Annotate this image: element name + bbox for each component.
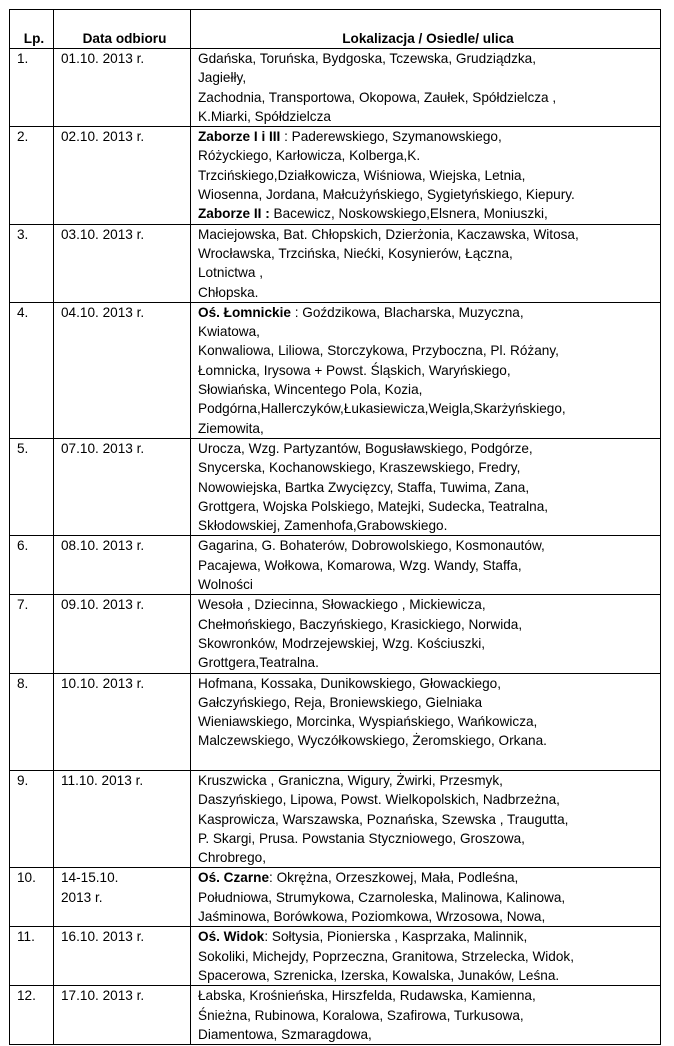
street-list: Daszyńskiego, Lipowa, Powst. Wielkopolskich, Nadbrzeżna, — [198, 792, 560, 808]
collection-date-line: 2013 r. — [61, 889, 103, 905]
street-list: Śnieżna, Rubinowa, Koralowa, Szafirowa, Turkusowa, — [198, 1007, 524, 1023]
street-line — [198, 283, 658, 302]
table-row — [10, 302, 661, 438]
table-row — [10, 224, 661, 302]
row-number: 3. — [10, 224, 54, 302]
street-line — [198, 693, 658, 712]
location-streets — [191, 927, 661, 986]
collection-date — [54, 536, 191, 595]
collection-date — [54, 302, 191, 438]
street-line — [198, 653, 658, 672]
street-list: Pacajewa, Wołkowa, Komarowa, Wzg. Wandy, Staffa, — [198, 557, 522, 573]
street-list: Bacewicz, Noskowskiego,Elsnera, Moniuszki, — [269, 206, 548, 222]
street-line — [198, 399, 658, 418]
street-list: Łabska, Krośnieńska, Hirszfelda, Rudawska, Kamienna, — [198, 988, 536, 1004]
street-list: : Goździkowa, Blacharska, Muzyczna, — [290, 304, 524, 320]
collection-date-line: 01.10. 2013 r. — [61, 51, 145, 66]
street-line — [198, 712, 658, 731]
location-streets — [191, 595, 661, 673]
collection-date-line: 14-15.10. — [61, 870, 119, 886]
street-line — [198, 556, 658, 575]
street-line — [198, 204, 658, 223]
table-row — [10, 49, 661, 127]
collection-date-line: 11.10. 2013 r. — [61, 772, 144, 788]
row-number: 5. — [10, 438, 54, 535]
street-list: Wolności — [198, 577, 253, 593]
street-list: Chłopska. — [198, 284, 259, 300]
street-line — [198, 88, 658, 107]
street-list: Urocza, Wzg. Partyzantów, Bogusławskiego, Podgórze, — [198, 440, 533, 456]
street-line — [198, 848, 658, 867]
street-list: Gałczyńskiego, Reja, Broniewskiego, Gielniaka — [198, 694, 483, 710]
street-line — [198, 322, 658, 341]
collection-date — [54, 224, 191, 302]
collection-date-line: 02.10. 2013 r. — [61, 129, 145, 145]
street-list: Nowowiejska, Bartka Zwycięzcy, Staffa, Tuwima, Zana, — [198, 479, 530, 495]
street-list: Diamentowa, Szmaragdowa, — [198, 1026, 372, 1042]
street-line — [198, 458, 658, 477]
street-list: P. Skargi, Prusa. Powstania Styczniowego, Groszowa, — [198, 830, 525, 846]
collection-date-line: 09.10. 2013 r. — [61, 597, 145, 613]
collection-date-line: 10.10. 2013 r. — [61, 675, 145, 691]
street-list: Podgórna,Hallerczyków,Łukasiewicza,Weigla,Skarżyńskiego, — [198, 401, 566, 417]
row-number: 11. — [10, 927, 54, 986]
table-row — [10, 770, 661, 867]
street-line — [198, 731, 658, 750]
street-list: Wrocławska, Trzcińska, Niećki, Kosynierów, Łączna, — [198, 245, 513, 261]
street-list: Gdańska, Toruńska, Bydgoska, Tczewska, Grudziądzka, — [198, 51, 536, 66]
street-line — [198, 478, 658, 497]
street-list: Gagarina, G. Bohaterów, Dobrowolskiego, Kosmonautów, — [198, 538, 545, 554]
street-line — [198, 575, 658, 594]
collection-date — [54, 595, 191, 673]
street-list: Kwiatowa, — [198, 324, 260, 340]
collection-date-line: 07.10. 2013 r. — [61, 440, 145, 456]
collection-date — [54, 49, 191, 127]
table-row — [10, 927, 661, 986]
street-line — [198, 146, 658, 165]
row-number: 4. — [10, 302, 54, 438]
street-line — [198, 907, 658, 926]
location-streets — [191, 438, 661, 535]
district-name: Oś. Widok — [198, 929, 265, 945]
street-list: Maciejowska, Bat. Chłopskich, Dzierżonia, Kaczawska, Witosa, — [198, 226, 579, 242]
street-list: Jagiełły, — [198, 70, 247, 86]
table-row — [10, 986, 661, 1045]
header-lp: Lp. — [10, 10, 54, 49]
location-streets — [191, 536, 661, 595]
street-line — [198, 49, 658, 68]
street-line — [198, 68, 658, 87]
street-list: Lotnictwa , — [198, 265, 263, 281]
location-streets — [191, 302, 661, 438]
street-line — [198, 674, 658, 693]
location-streets — [191, 868, 661, 927]
street-list: Wieniawskiego, Morcinka, Wyspiańskiego, Wańkowicza, — [198, 714, 538, 730]
street-line — [198, 341, 658, 360]
street-line — [198, 380, 658, 399]
street-list: Wesoła , Dziecinna, Słowackiego , Mickiewicza, — [198, 597, 486, 613]
street-list: : Okrężna, Orzeszkowej, Mała, Podleśna, — [269, 870, 519, 886]
street-list: Grottgera,Teatralna. — [198, 655, 319, 671]
street-list: Malczewskiego, Wyczółkowskiego, Żeromskiego, Orkana. — [198, 733, 547, 749]
street-list: Zachodnia, Transportowa, Okopowa, Zaułek, Spółdzielcza , — [198, 89, 557, 105]
street-line — [198, 497, 658, 516]
street-list: K.Miarki, Spółdzielcza — [198, 108, 331, 124]
street-list: Kruszwicka , Graniczna, Wigury, Żwirki, Przesmyk, — [198, 772, 503, 788]
street-line — [198, 771, 658, 790]
row-number: 10. — [10, 868, 54, 927]
street-list: Chełmońskiego, Baczyńskiego, Krasickiego, Norwida, — [198, 616, 523, 632]
street-line — [198, 419, 658, 438]
collection-date — [54, 868, 191, 927]
location-streets — [191, 127, 661, 224]
table-header-row — [10, 10, 661, 49]
street-list: : Paderewskiego, Szymanowskiego, — [280, 129, 502, 145]
street-line — [198, 166, 658, 185]
street-list: Jaśminowa, Borówkowa, Poziomkowa, Wrzosowa, Nowa, — [198, 909, 546, 925]
collection-date — [54, 927, 191, 986]
street-line — [198, 810, 658, 829]
street-line — [198, 888, 658, 907]
collection-schedule-table — [9, 9, 661, 1045]
header-location: Lokalizacja / Osiedle/ ulica — [191, 10, 661, 49]
row-number: 7. — [10, 595, 54, 673]
street-line — [198, 947, 658, 966]
street-line — [198, 361, 658, 380]
street-list: Wiosenna, Jordana, Małcużyńskiego, Sygietyńskiego, Kiepury. — [198, 187, 575, 203]
street-line — [198, 986, 658, 1005]
row-number: 8. — [10, 673, 54, 770]
table-row — [10, 438, 661, 535]
street-line — [198, 244, 658, 263]
street-list: : Sołtysia, Pionierska , Kasprzaka, Malinnik, — [264, 929, 528, 945]
street-list: Różyckiego, Karłowicza, Kolberga,K. — [198, 148, 421, 164]
collection-date-line: 17.10. 2013 r. — [61, 988, 145, 1004]
street-line — [198, 595, 658, 614]
street-line — [198, 263, 658, 282]
collection-date — [54, 438, 191, 535]
collection-date — [54, 673, 191, 770]
street-list: Słowiańska, Wincentego Pola, Kozia, — [198, 382, 423, 398]
collection-date — [54, 770, 191, 867]
row-number: 12. — [10, 986, 54, 1045]
row-number: 2. — [10, 127, 54, 224]
street-line — [198, 790, 658, 809]
street-line — [198, 927, 658, 946]
street-line — [198, 1006, 658, 1025]
header-date: Data odbioru — [54, 10, 191, 49]
collection-date-line: 08.10. 2013 r. — [61, 538, 145, 554]
street-line — [198, 966, 658, 985]
table-row — [10, 868, 661, 927]
blank-line — [198, 751, 658, 770]
street-line — [198, 829, 658, 848]
collection-date-line: 04.10. 2013 r. — [61, 304, 145, 320]
district-name: Zaborze I i III — [198, 129, 281, 145]
location-streets — [191, 673, 661, 770]
street-line — [198, 225, 658, 244]
street-list: Sokoliki, Michejdy, Poprzeczna, Granitowa, Strzelecka, Widok, — [198, 948, 574, 964]
table-body — [10, 49, 661, 1045]
street-list: Chrobrego, — [198, 850, 267, 866]
street-list: Skowronków, Modrzejewskiej, Wzg. Kościuszki, — [198, 635, 486, 651]
location-streets — [191, 49, 661, 127]
street-line — [198, 615, 658, 634]
district-name: Oś. Czarne — [198, 870, 270, 886]
collection-date — [54, 986, 191, 1045]
street-line — [198, 536, 658, 555]
district-name: Zaborze II : — [198, 206, 270, 222]
street-list: Snycerska, Kochanowskiego, Kraszewskiego, Fredry, — [198, 460, 521, 476]
street-list: Trzcińskiego,Działkowicza, Wiśniowa, Wiejska, Letnia, — [198, 167, 526, 183]
street-line — [198, 1025, 658, 1044]
street-line — [198, 868, 658, 887]
street-list: Południowa, Strumykowa, Czarnoleska, Malinowa, Kalinowa, — [198, 889, 566, 905]
street-line — [198, 634, 658, 653]
street-list: Skłodowskiej, Zamenhofa,Grabowskiego. — [198, 518, 448, 534]
street-list: Grottgera, Wojska Polskiego, Matejki, Sudecka, Teatralna, — [198, 498, 549, 514]
collection-date-line: 16.10. 2013 r. — [61, 929, 145, 945]
location-streets — [191, 986, 661, 1045]
street-list: Ziemowita, — [198, 420, 264, 436]
street-line — [198, 107, 658, 126]
collection-date — [54, 127, 191, 224]
street-line — [198, 127, 658, 146]
street-list: Kasprowicza, Warszawska, Poznańska, Szewska , Traugutta, — [198, 811, 569, 827]
street-list: Hofmana, Kossaka, Dunikowskiego, Głowackiego, — [198, 675, 501, 691]
row-number: 6. — [10, 536, 54, 595]
location-streets — [191, 224, 661, 302]
row-number: 1. — [10, 49, 54, 127]
row-number: 9. — [10, 770, 54, 867]
table-row — [10, 127, 661, 224]
street-line — [198, 439, 658, 458]
street-list: Łomnicka, Irysowa + Powst. Śląskich, Waryńskiego, — [198, 362, 511, 378]
street-list: Spacerowa, Szrenicka, Izerska, Kowalska, Junaków, Leśna. — [198, 967, 560, 983]
street-line — [198, 516, 658, 535]
location-streets — [191, 770, 661, 867]
street-line — [198, 185, 658, 204]
district-name: Oś. Łomnickie — [198, 304, 291, 320]
street-line — [198, 303, 658, 322]
collection-date-line: 03.10. 2013 r. — [61, 226, 145, 242]
table-row — [10, 595, 661, 673]
table-row — [10, 536, 661, 595]
street-list: Konwaliowa, Liliowa, Storczykowa, Przyboczna, Pl. Różany, — [198, 343, 559, 359]
table-row — [10, 673, 661, 770]
